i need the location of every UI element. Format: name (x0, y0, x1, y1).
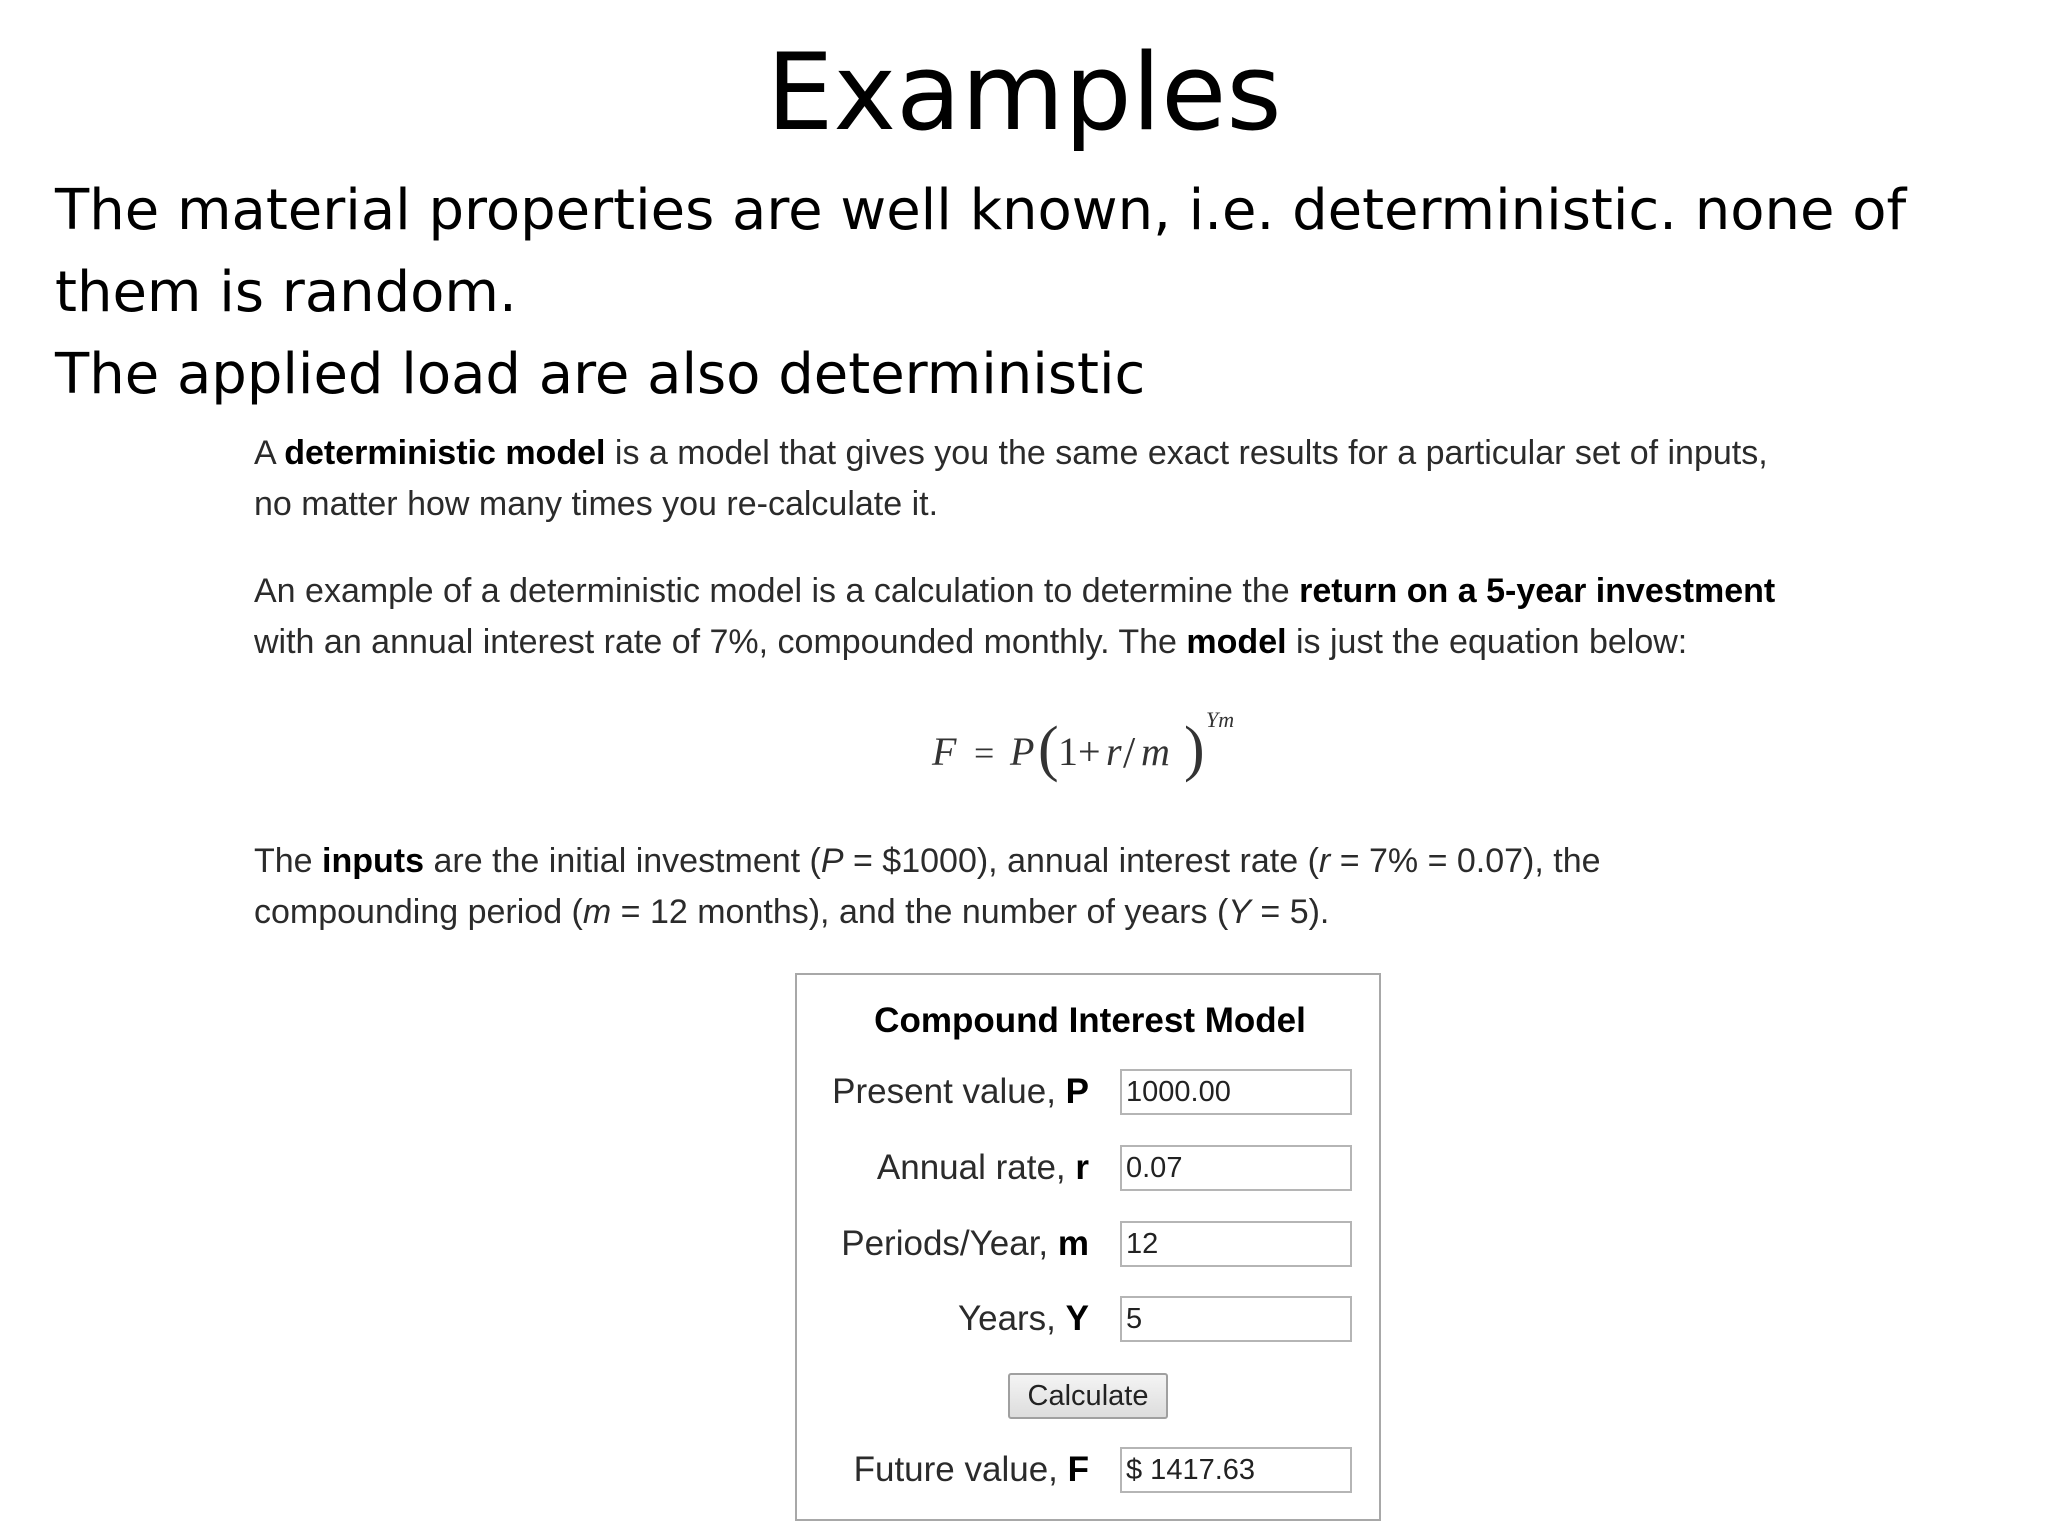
formula-r: r (1106, 729, 1122, 774)
text: = 5). (1250, 893, 1330, 931)
variable: r (1318, 842, 1331, 880)
inputs-line-2 (254, 887, 1954, 938)
present-value-label (832, 1069, 1089, 1115)
text: = $1000), annual interest rate ( (843, 842, 1319, 880)
text: with an annual interest rate of 7%, compounded monthly. The (254, 623, 1187, 661)
years-label (958, 1296, 1089, 1342)
years-row (797, 1296, 1383, 1346)
text: = 12 months), and the number of years ( (611, 893, 1229, 931)
text: A (254, 434, 285, 472)
annual-rate-label (877, 1145, 1089, 1191)
formula-exponent: Ym (1206, 707, 1235, 732)
formula-left-paren: ( (1038, 715, 1059, 783)
body-line-3: The applied load are also deterministic (55, 342, 1146, 407)
label-var: r (1075, 1148, 1089, 1187)
definition-line-1 (254, 428, 1954, 479)
label-var: F (1067, 1450, 1089, 1489)
emphasis: model (1186, 623, 1287, 661)
text: are the initial investment ( (424, 842, 821, 880)
future-value-row (797, 1447, 1383, 1497)
definition-line-2: no matter how many times you re-calculate it. (254, 485, 939, 523)
calculator-title: Compound Interest Model (874, 1001, 1306, 1040)
formula-slash: / (1123, 728, 1136, 777)
formula-right-paren: ) (1184, 715, 1205, 783)
formula-m: m (1141, 729, 1170, 774)
text: An example of a deterministic model is a calculation to determine the (254, 572, 1300, 610)
label-text: Future value, (853, 1450, 1068, 1489)
label-var: Y (1065, 1299, 1089, 1338)
periods-year-row (797, 1221, 1383, 1271)
compound-interest-calculator (795, 973, 1381, 1521)
label-var: m (1057, 1224, 1089, 1263)
formula-one-plus: 1+ (1058, 729, 1101, 774)
label-text: Years, (957, 1299, 1066, 1338)
emphasis: return on a 5-year investment (1299, 572, 1776, 610)
label-text: Present value, (832, 1072, 1066, 1111)
periods-year-label (841, 1221, 1089, 1267)
future-value-output[interactable]: $ 1417.63 (1120, 1447, 1352, 1493)
calculate-button[interactable]: Calculate (1008, 1373, 1168, 1419)
formula-equals: = (974, 733, 995, 773)
compound-interest-formula (928, 705, 1348, 795)
text: is just the equation below: (1286, 623, 1688, 661)
text: is a model that gives you the same exact results for a particular set of inputs, (605, 434, 1768, 472)
variable: Y (1228, 893, 1251, 931)
variable: P (820, 842, 844, 880)
text: The (254, 842, 323, 880)
annual-rate-input[interactable]: 0.07 (1120, 1145, 1352, 1191)
formula-p: P (1010, 729, 1035, 774)
annual-rate-row (797, 1145, 1383, 1195)
label-text: Periods/Year, (841, 1224, 1058, 1263)
present-value-input[interactable]: 1000.00 (1120, 1069, 1352, 1115)
periods-year-input[interactable]: 12 (1120, 1221, 1352, 1267)
years-input[interactable]: 5 (1120, 1296, 1352, 1342)
example-line-1 (254, 566, 1954, 617)
body-line-1: The material properties are well known, i.e. deterministic. none of (55, 178, 1907, 243)
formula-f: F (932, 729, 957, 774)
emphasis: inputs (322, 842, 425, 880)
text: compounding period ( (254, 893, 583, 931)
example-line-2 (254, 617, 1954, 668)
body-line-2: them is random. (55, 260, 517, 325)
definition-term: deterministic model (284, 434, 606, 472)
present-value-row (797, 1069, 1383, 1119)
inputs-line-1 (254, 836, 1954, 887)
future-value-label (854, 1447, 1089, 1493)
variable: m (582, 893, 612, 931)
label-var: P (1065, 1072, 1089, 1111)
label-text: Annual rate, (876, 1148, 1076, 1187)
text: = 7% = 0.07), the (1330, 842, 1601, 880)
slide-title: Examples (766, 31, 1282, 154)
